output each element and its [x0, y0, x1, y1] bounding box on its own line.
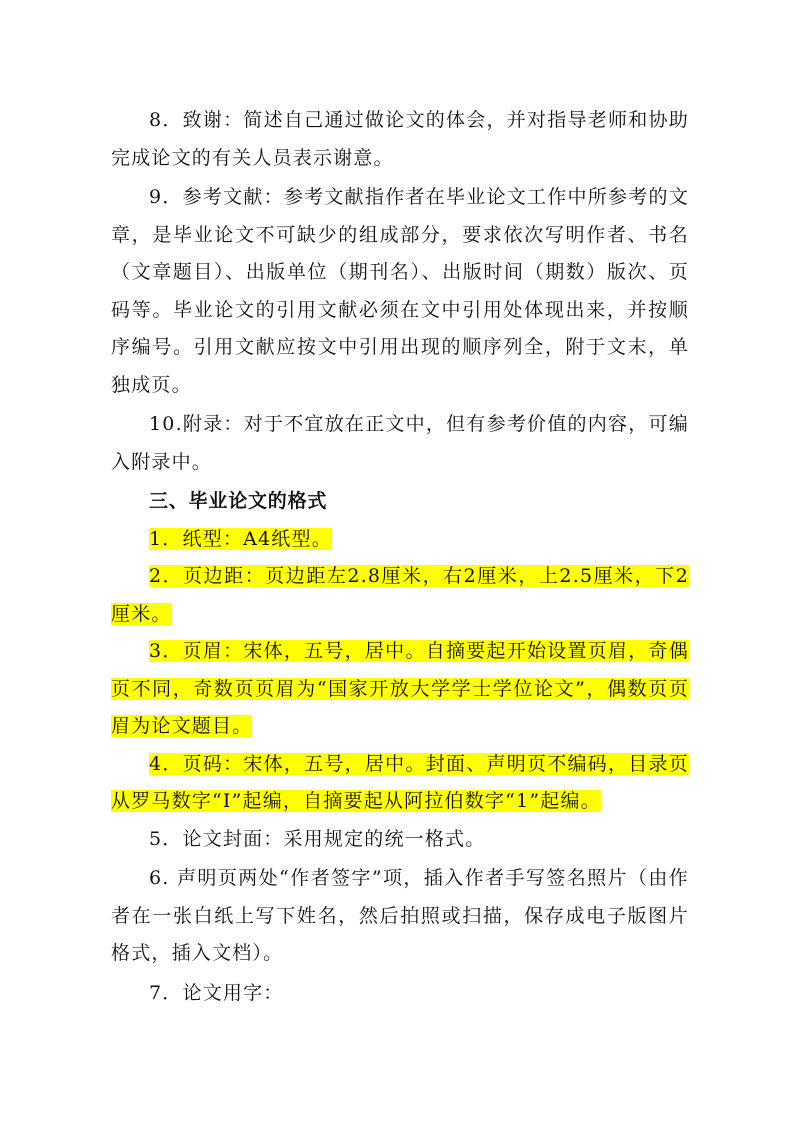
- format-item-paper-type: [111, 521, 689, 559]
- highlighted-text: 1．纸型：A4纸型。: [149, 527, 332, 550]
- highlighted-text: 4．页码：宋体，五号，居中。封面、声明页不编码，目录页从罗马数字“I”起编，自摘要起从阿拉伯数字“1”起编。: [111, 752, 689, 812]
- paragraph-references: 9．参考文献：参考文献指作者在毕业论文工作中所参考的文章，是毕业论文不可缺少的组成部分，要求依次写明作者、书名（文章题目）、出版单位（期刊名）、出版时间（期数）版次、页码等。毕业论文的引用文献必须在文中引用处体现出来，并按顺序编号。引用文献应按文中引用出现的顺序列全，附于文末，单独成页。: [111, 186, 689, 396]
- highlighted-text: 2．页边距：页边距左2.8厘米，右2厘米，上2.5厘米，下2厘米。: [111, 565, 689, 625]
- document-body: [111, 102, 689, 1014]
- section-heading: 三、毕业论文的格式: [149, 490, 328, 512]
- paragraph-acknowledgements: 8．致谢：简述自己通过做论文的体会，并对指导老师和协助完成论文的有关人员表示谢意。: [111, 109, 689, 169]
- format-item-header: [111, 633, 689, 746]
- paragraph-appendix: 10.附录：对于不宜放在正文中，但有参考价值的内容，可编入附录中。: [111, 413, 689, 473]
- format-item-cover: 5．论文封面：采用规定的统一格式。: [149, 827, 486, 850]
- format-item-declaration: 6. 声明页两处“作者签字”项，插入作者手写签名照片（由作者在一张白纸上写下姓名，然后拍照或扫描，保存成电子版图片格式，插入文档）。: [111, 867, 689, 964]
- highlighted-text: 3．页眉：宋体，五号，居中。自摘要起开始设置页眉，奇偶页不同，奇数页页眉为“国家开放大学学士学位论文”，偶数页页眉为论文题目。: [111, 640, 689, 737]
- format-item-page-number: [111, 746, 689, 821]
- format-item-fonts: 7．论文用字：: [149, 981, 284, 1004]
- format-item-margins: [111, 558, 689, 633]
